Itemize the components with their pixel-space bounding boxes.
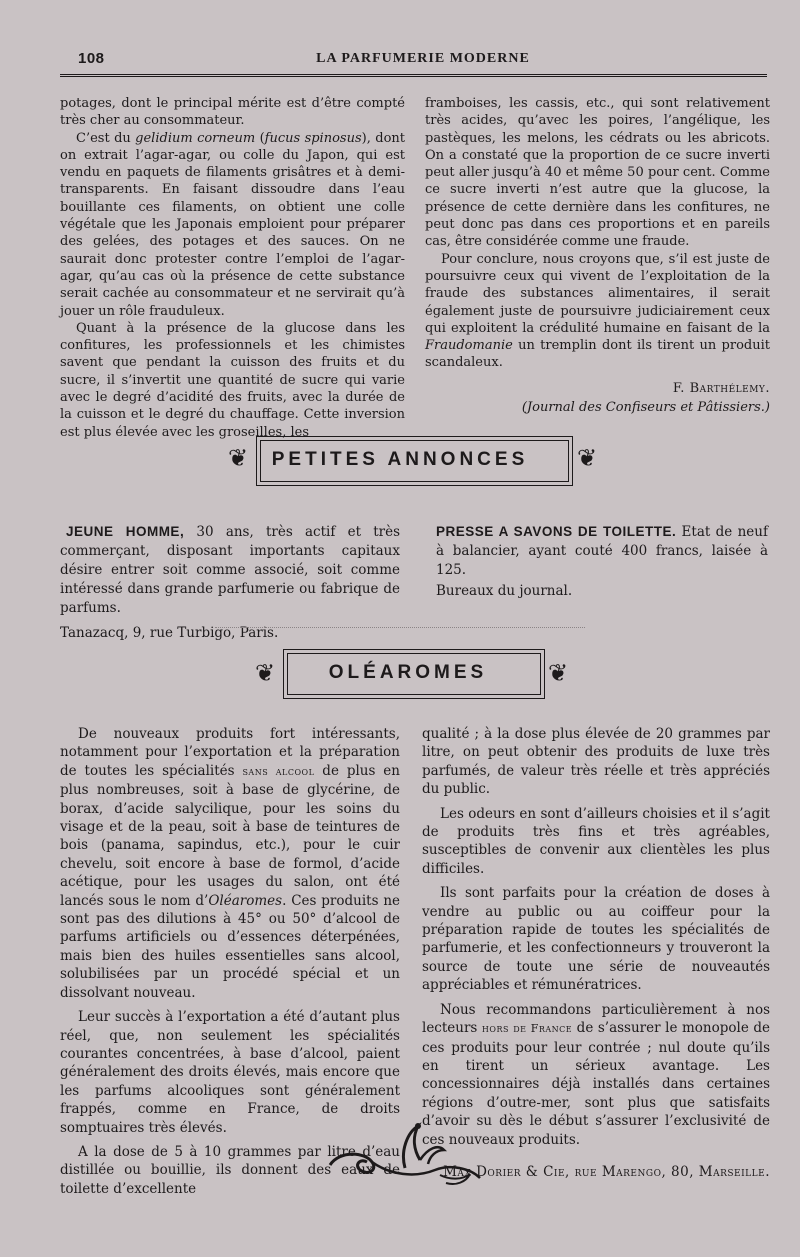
text-run: De nouveaux produits fort intéressants, notamment pour l’exportation et la préparation de toutes les spécialités xyxy=(60,726,400,779)
italic-term: Fraudomanie xyxy=(425,338,513,354)
italic-term: gelidium corneum xyxy=(135,130,256,146)
fleuron-left-icon: ❦ xyxy=(228,444,249,472)
paragraph: Les odeurs en sont d’ailleurs choisies et il s’agit de produits très fins et très agréables, susceptibles de convenir aux clientèles les plus difficiles. xyxy=(422,805,770,877)
article-column-left xyxy=(60,95,405,441)
ad-address: Tanazacq, 9, rue Turbigo, Paris. xyxy=(60,625,279,641)
page-number: 108 xyxy=(78,50,105,67)
text-run: Pour conclure, nous croyons que, s’il est juste de poursuivre ceux qui vivent de l’exploitation de la fraude des substances alimentaires, il serait également juste de poursuivre judiciairement ceux qui exploitent la crédulité humaine en faisant de la xyxy=(425,251,770,336)
ad-body: 30 ans, très actif et très commerçant, disposant importants capitaux désire entrer soit comme associé, soit comme intéressé dans grande parfumerie ou fabrique de parfums. xyxy=(60,524,401,616)
paragraph: potages, dont le principal mérite est d’être compté très cher au consommateur. xyxy=(60,96,405,129)
paragraph: qualité ; à la dose plus élevée de 20 grammes par litre, on peut obtenir des produits de luxe très parfumés, de valeur très réelle et très appréciés du public. xyxy=(422,726,770,798)
running-title: LA PARFUMERIE MODERNE xyxy=(316,51,530,66)
olearomes-column-right xyxy=(422,725,770,1181)
smallcaps-run: sans alcool xyxy=(242,764,315,778)
fleuron-right-icon: ❦ xyxy=(577,444,598,472)
section-banner-olearomes xyxy=(0,643,800,703)
text-run: ( xyxy=(255,130,265,146)
text-run: de s’assurer le monopole de ces produits pour leur contrée ; nul doute qu’ils en tirent un sérieux avantage. Les concessionnaires déjà installés dans certaines régions d’outre-mer, sont plus que satisfaits d’avoir su dès le début s’assurer l’exclusivité de ces nouveaux produits. xyxy=(422,1020,770,1148)
article-signature: F. Barthélemy. xyxy=(672,380,770,396)
header-rule xyxy=(60,74,767,77)
text-run: Nous recommandons particulièrement à nos lecteurs xyxy=(422,1001,770,1037)
paragraph: Leur succès à l’exportation a été d’autant plus réel, que, non seulement les spécialités courantes concentrées, à base d’alcool, paient généralement des droits élevés, mais encore que les parfums alcooliques sont généralement frappés, comme en France, de droits somptuaires très élevés. xyxy=(60,1009,400,1136)
text-run: de plus en plus nombreuses, soit à base de glycérine, de borax, d’acide salycilique, pour les soins du visage et de la peau, soit à base de teintures de bois (panama, sapindus, etc.), pour le cuir chevelu, soit encore à base de formol, d’acide acétique, pour les usages du salon, ont été lancés sous le nom d’ xyxy=(60,762,400,909)
section-title: OLÉAROMES xyxy=(328,662,488,683)
paragraph: Quant à la présence de la glucose dans les confitures, les professionnels et les chimistes savent que pendant la cuisson des fruits et du sucre, il s’invertit une quantité de sucre qui varie avec le degré d’acidité des fruits, avec la durée de la cuisson et le degré du chauffage. Cette inversion est plus élevée avec les groseilles, les xyxy=(60,320,405,440)
text-run: . Ces produits ne sont pas des dilutions à 45° ou 50° d’alcool de parfums artificiels ou d’essences déterpénées, mais bien des huiles essentielles sans alcool, solubilisées par un procédé spécial et un dissolvant nouveau. xyxy=(60,892,400,1001)
paragraph xyxy=(60,130,405,320)
paragraph xyxy=(425,251,770,372)
article-column-right xyxy=(425,95,770,416)
text-run: C’est du xyxy=(76,130,136,146)
italic-term: Oléaromes xyxy=(208,892,283,909)
ad-address: Bureaux du journal. xyxy=(436,583,573,599)
page-header xyxy=(78,50,768,72)
paragraph: framboises, les cassis, etc., qui sont relativement très acides, qu’avec les poires, l’angélique, les pastèques, les melons, les cédrats ou les abricots. On a constaté que la proportion de ce sucre inverti peut aller jusqu’à 40 et même 50 pour cent. Comme ce sucre inverti n’est autre que la glucose, la présence de cette dernière dans les confitures, ne peut donc pas dans ces proportions et en pareils cas, être considérée comme une fraude. xyxy=(425,96,770,250)
ad-text xyxy=(436,522,768,580)
ad-text xyxy=(60,522,400,618)
ad-lead: JEUNE HOMME, xyxy=(66,524,185,539)
classified-ad-right xyxy=(436,522,768,601)
article-signature: Max Dorier & Cie, rue Marengo, 80, Marseille. xyxy=(443,1163,770,1180)
paragraph xyxy=(60,725,400,1002)
ad-lead: PRESSE A SAVONS DE TOILETTE. xyxy=(436,524,677,539)
section-divider xyxy=(215,627,585,628)
paragraph: A la dose de 5 à 10 grammes par litre d’eau distillée ou bouillie, ils donnent des eaux de toilette d’excellente xyxy=(60,1143,400,1197)
italic-term: fucus spinosus xyxy=(264,130,362,146)
paragraph: Ils sont parfaits pour la création de doses à vendre au public ou au coiffeur pour la préparation rapide de toutes les spécialités de parfumerie, et les confectionneurs y trouveront la source de toute une série de nouveautés appréciables et rémunératrices. xyxy=(422,885,770,994)
classified-ad-left xyxy=(60,522,400,643)
text-run: ), dont on extrait l’agar-agar, ou colle du Japon, qui est vendu en paquets de filaments grisâtres et à demi-transparents. En faisant dissoudre dans l’eau bouillante ces filaments, on obtient une colle végétale que les Japonais emploient pour préparer des gelées, des potages et des sauces. On ne saurait donc protester contre l’emploi de l’agar-agar, qu’au cas où la présence de cette substance serait cachée au consommateur et ne servirait qu’à jouer un rôle frauduleux. xyxy=(60,130,405,319)
fleuron-left-icon: ❦ xyxy=(255,659,276,687)
section-title: PETITES ANNONCES xyxy=(271,449,529,470)
ad-body: Etat de neuf à balancier, ayant couté 400 francs, laisée à 125. xyxy=(436,524,768,578)
tailpiece-ornament-icon xyxy=(320,1120,490,1190)
text-run: un tremplin dont ils tirent un produit scandaleux. xyxy=(425,338,770,371)
section-banner-petites-annonces xyxy=(0,430,800,490)
article-source: (Journal des Confiseurs et Pâtissiers.) xyxy=(521,400,770,416)
smallcaps-run: hors de France xyxy=(481,1022,573,1036)
fleuron-right-icon: ❦ xyxy=(548,659,569,687)
